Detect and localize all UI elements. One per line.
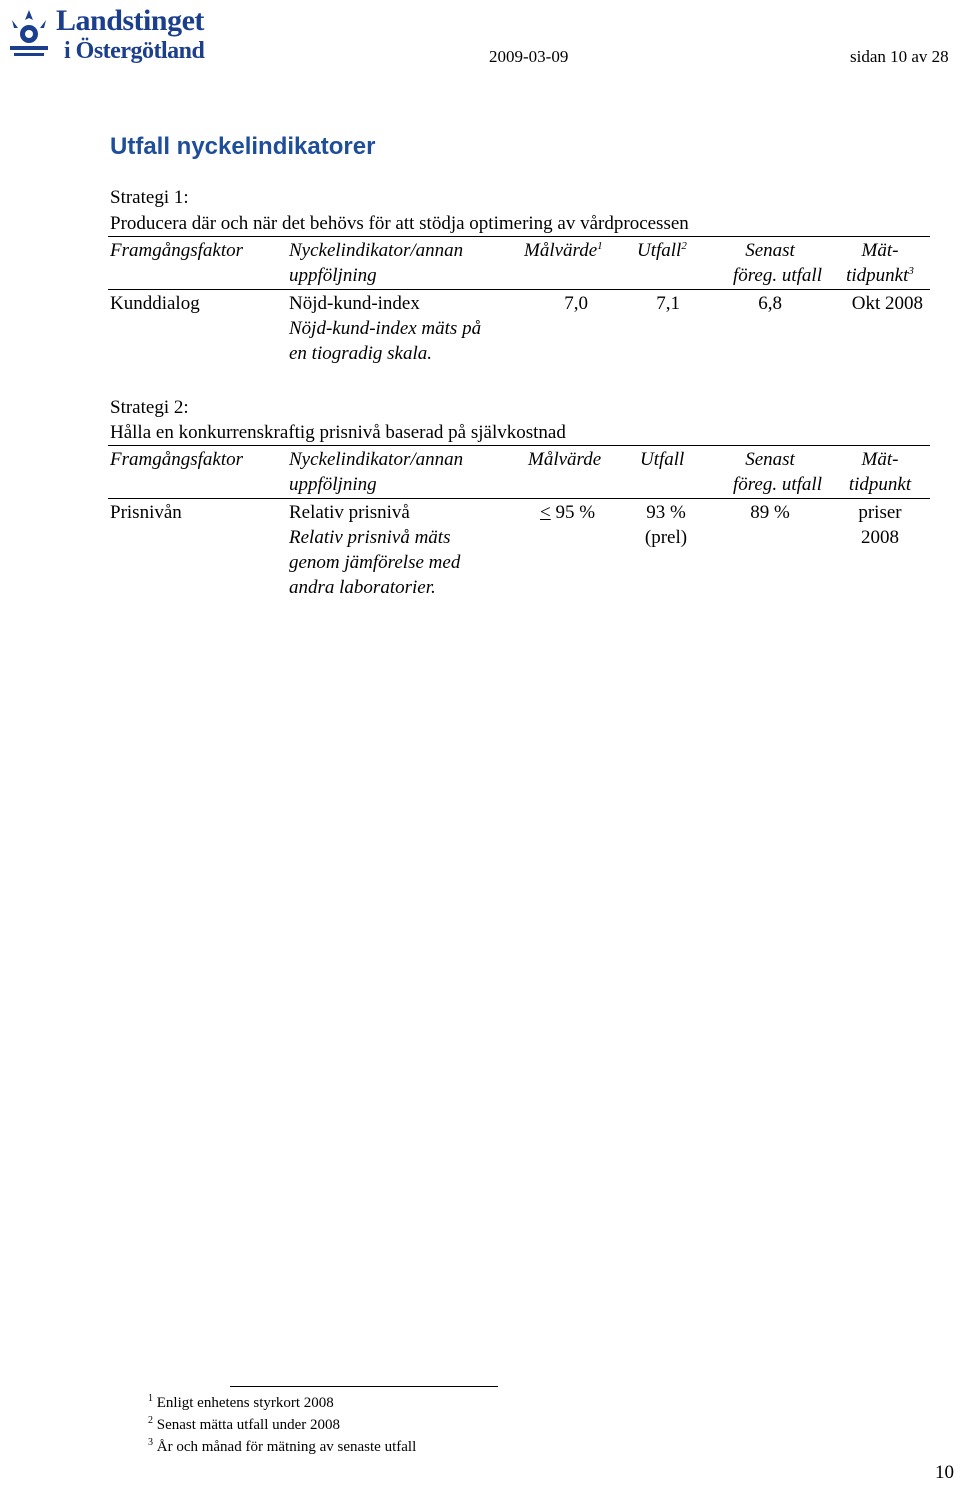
s1-row-indicator: Nöjd-kund-index	[289, 293, 420, 314]
s1-col-previous-l2: föreg. utfall	[732, 265, 822, 286]
page-title: Utfall nyckelindikatorer	[110, 133, 376, 160]
strategy1-label: Strategi 1:	[110, 187, 189, 208]
s2-col-outcome: Utfall	[640, 449, 685, 470]
logo-line1: Landstinget	[56, 4, 204, 37]
s1-row-previous: 6,8	[758, 293, 782, 314]
s2-row-target: < 95 %	[540, 502, 596, 523]
s2-col-factor: Framgångsfaktor	[110, 449, 243, 470]
s2-row-note-l1: Relativ prisnivå mäts	[289, 527, 451, 548]
s1-row-note-l2: en tiogradig skala.	[289, 343, 433, 364]
s1-col-indicator-l1: Nyckelindikator/annan	[289, 240, 464, 261]
s1-col-time-l2: tidpunkt$^3$	[846, 265, 914, 286]
header-page-of: sidan 10 av 28	[850, 47, 949, 66]
strategy1-description: Producera där och när det behövs för att stödja optimering av vårdprocessen	[110, 213, 689, 234]
s1-col-indicator-l2: uppföljning	[289, 265, 377, 286]
strategy2-label: Strategi 2:	[110, 397, 189, 418]
s1-row-outcome: 7,1	[656, 293, 680, 314]
s2-row-indicator: Relativ prisnivå	[289, 502, 410, 523]
s1-col-time-l1: Mät-	[861, 240, 899, 261]
s1-row-time: Okt 2008	[851, 293, 923, 314]
s2-col-indicator-l1: Nyckelindikator/annan	[289, 449, 464, 470]
s2-col-time-l1: Mät-	[861, 449, 899, 470]
header-date: 2009-03-09	[489, 47, 569, 66]
strategy2-body-rule	[108, 498, 930, 499]
s2-row-factor: Prisnivån	[110, 502, 182, 523]
s2-col-indicator-l2: uppföljning	[289, 474, 377, 495]
strategy2-header-rule	[108, 445, 930, 446]
footnote-3: $^3$ År och månad för mätning av senaste utfall	[148, 1437, 417, 1455]
s1-row-target: 7,0	[564, 293, 588, 314]
s2-col-previous-l1: Senast	[745, 449, 795, 470]
strategy1-header-rule	[108, 236, 930, 237]
crown-emblem-icon	[4, 6, 54, 62]
s1-row-factor: Kunddialog	[110, 293, 200, 314]
s1-col-previous-l1: Senast	[745, 240, 795, 261]
s2-row-outcome-l1: 93 %	[646, 502, 686, 523]
s2-col-previous-l2: föreg. utfall	[732, 474, 822, 495]
s2-row-outcome-l2: (prel)	[644, 527, 688, 548]
s2-row-note-l2: genom jämförelse med	[289, 552, 461, 573]
s2-col-target: Målvärde	[528, 449, 602, 470]
strategy1-body-rule	[108, 289, 930, 290]
s2-row-time-l1: priser	[858, 502, 902, 523]
s1-row-note-l1: Nöjd-kund-index mäts på	[289, 318, 482, 339]
footnote-separator	[230, 1386, 498, 1387]
s1-col-factor: Framgångsfaktor	[110, 240, 243, 261]
footnote-1: $^1$ Enligt enhetens styrkort 2008	[148, 1393, 334, 1411]
logo-line2: i Östergötland	[64, 38, 205, 64]
s2-row-note-l3: andra laboratorier.	[289, 577, 436, 598]
logo	[4, 4, 254, 64]
s1-col-target: Målvärde$^1$	[524, 240, 603, 261]
strategy2-description: Hålla en konkurrenskraftig prisnivå baserad på självkostnad	[110, 422, 566, 443]
s1-col-outcome: Utfall$^2$	[637, 240, 687, 261]
s2-col-time-l2: tidpunkt	[848, 474, 912, 495]
footnote-2: $^2$ Senast mätta utfall under 2008	[148, 1415, 341, 1433]
page-number: 10	[935, 1462, 954, 1483]
s2-row-time-l2: 2008	[861, 527, 899, 548]
s2-row-previous: 89 %	[750, 502, 790, 523]
